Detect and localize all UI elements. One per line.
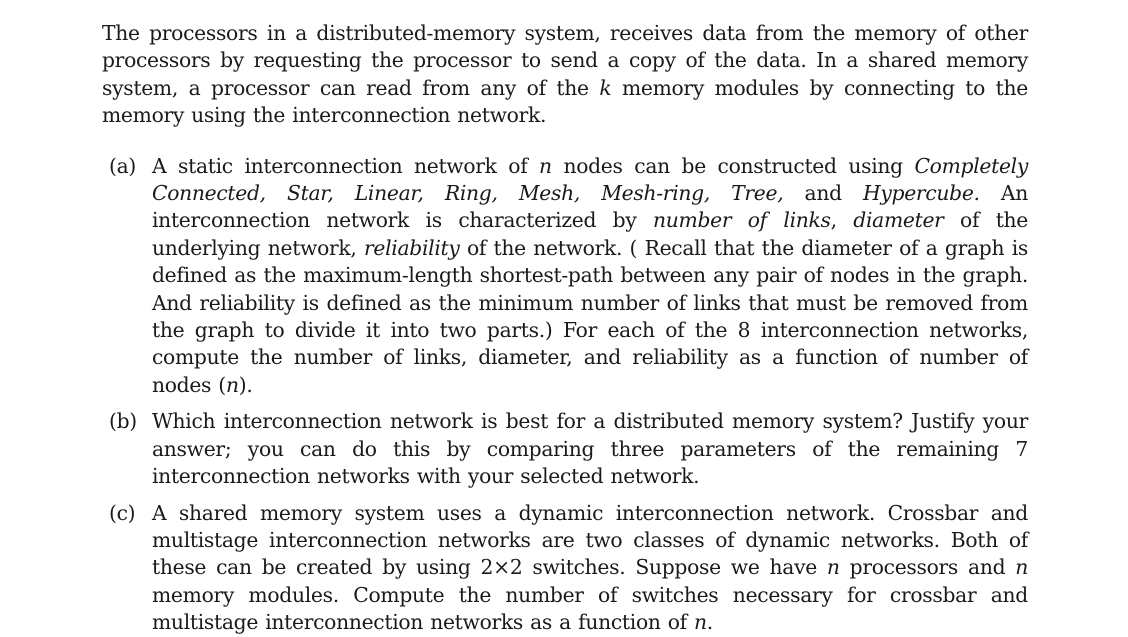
item-c-var-n-2: n xyxy=(1015,555,1029,580)
question-item-c xyxy=(102,500,1028,637)
item-a-text-8: ). xyxy=(238,372,253,397)
item-a-text-7: of the network. ( Recall that the diameter of a graph is defined as the maximum-length shortest-path between any pair of nodes in the graph. And reliability is defined as the minimum number of links that must be removed from the graph to divide it into two parts.) For each of the 8 interconnection networks, compute the number of links, diameter, and reliability as a function of number of nodes ( xyxy=(152,235,1028,397)
item-a-text-2: nodes can be constructed using xyxy=(551,153,915,178)
intro-text-2: memory modules by connecting to the memory using the interconnection network. xyxy=(102,75,1028,128)
item-c-text-1: A shared memory system uses a dynamic interconnection network. Crossbar and multistage interconnection networks are two classes of dynamic networks. Both of these can be created by using 2×2 switches. Suppose we have xyxy=(152,500,1028,580)
item-marker-b: (b) xyxy=(109,409,137,434)
item-a-hypercube: Hypercube. xyxy=(863,181,980,206)
item-a-var-n-2: n xyxy=(225,372,239,397)
item-a-reliability: reliability xyxy=(364,235,460,260)
item-a-number-of-links: number of links xyxy=(653,208,831,233)
intro-text-1: The processors in a distributed-memory system, receives data from the memory of other processors by requesting the processor to send a copy of the data. In a shared memory system, a processor can read from any of the xyxy=(102,21,1028,100)
item-c-var-n-3: n xyxy=(694,610,707,635)
item-a-var-n-1: n xyxy=(539,153,552,178)
item-a-network-list: Completely Connected, Star, Linear, Ring, Mesh, Mesh-ring, Tree, xyxy=(152,153,1028,206)
item-c-text-2: processors and xyxy=(839,555,1016,580)
item-marker-a: (a) xyxy=(109,153,137,178)
item-a-text-5: , xyxy=(830,208,854,233)
item-a-diameter: diameter xyxy=(853,208,944,233)
item-a-text-3: and xyxy=(783,181,863,206)
item-c-var-n-1: n xyxy=(826,555,840,580)
item-b-text: Which interconnection network is best for a distributed memory system? Justify your answer; you can do this by comparing three parameters of the remaining 7 interconnection networks with your selected network. xyxy=(152,409,1028,489)
intro-paragraph xyxy=(102,20,1028,130)
item-c-text-4: . xyxy=(706,610,713,635)
item-a-text-1: A static interconnection network of xyxy=(152,153,540,178)
item-c-text-3: memory modules. Compute the number of switches necessary for crossbar and multistage interconnection networks as a function of xyxy=(152,582,1028,635)
variable-k: k xyxy=(599,75,612,100)
question-item-a xyxy=(102,153,1028,400)
item-a-text-4: An interconnection network is characterized by xyxy=(152,181,1028,233)
document-page xyxy=(102,20,1028,637)
item-a-text-6: of the underlying network, xyxy=(152,208,1029,260)
item-marker-c: (c) xyxy=(109,500,136,525)
question-item-b xyxy=(102,408,1028,490)
